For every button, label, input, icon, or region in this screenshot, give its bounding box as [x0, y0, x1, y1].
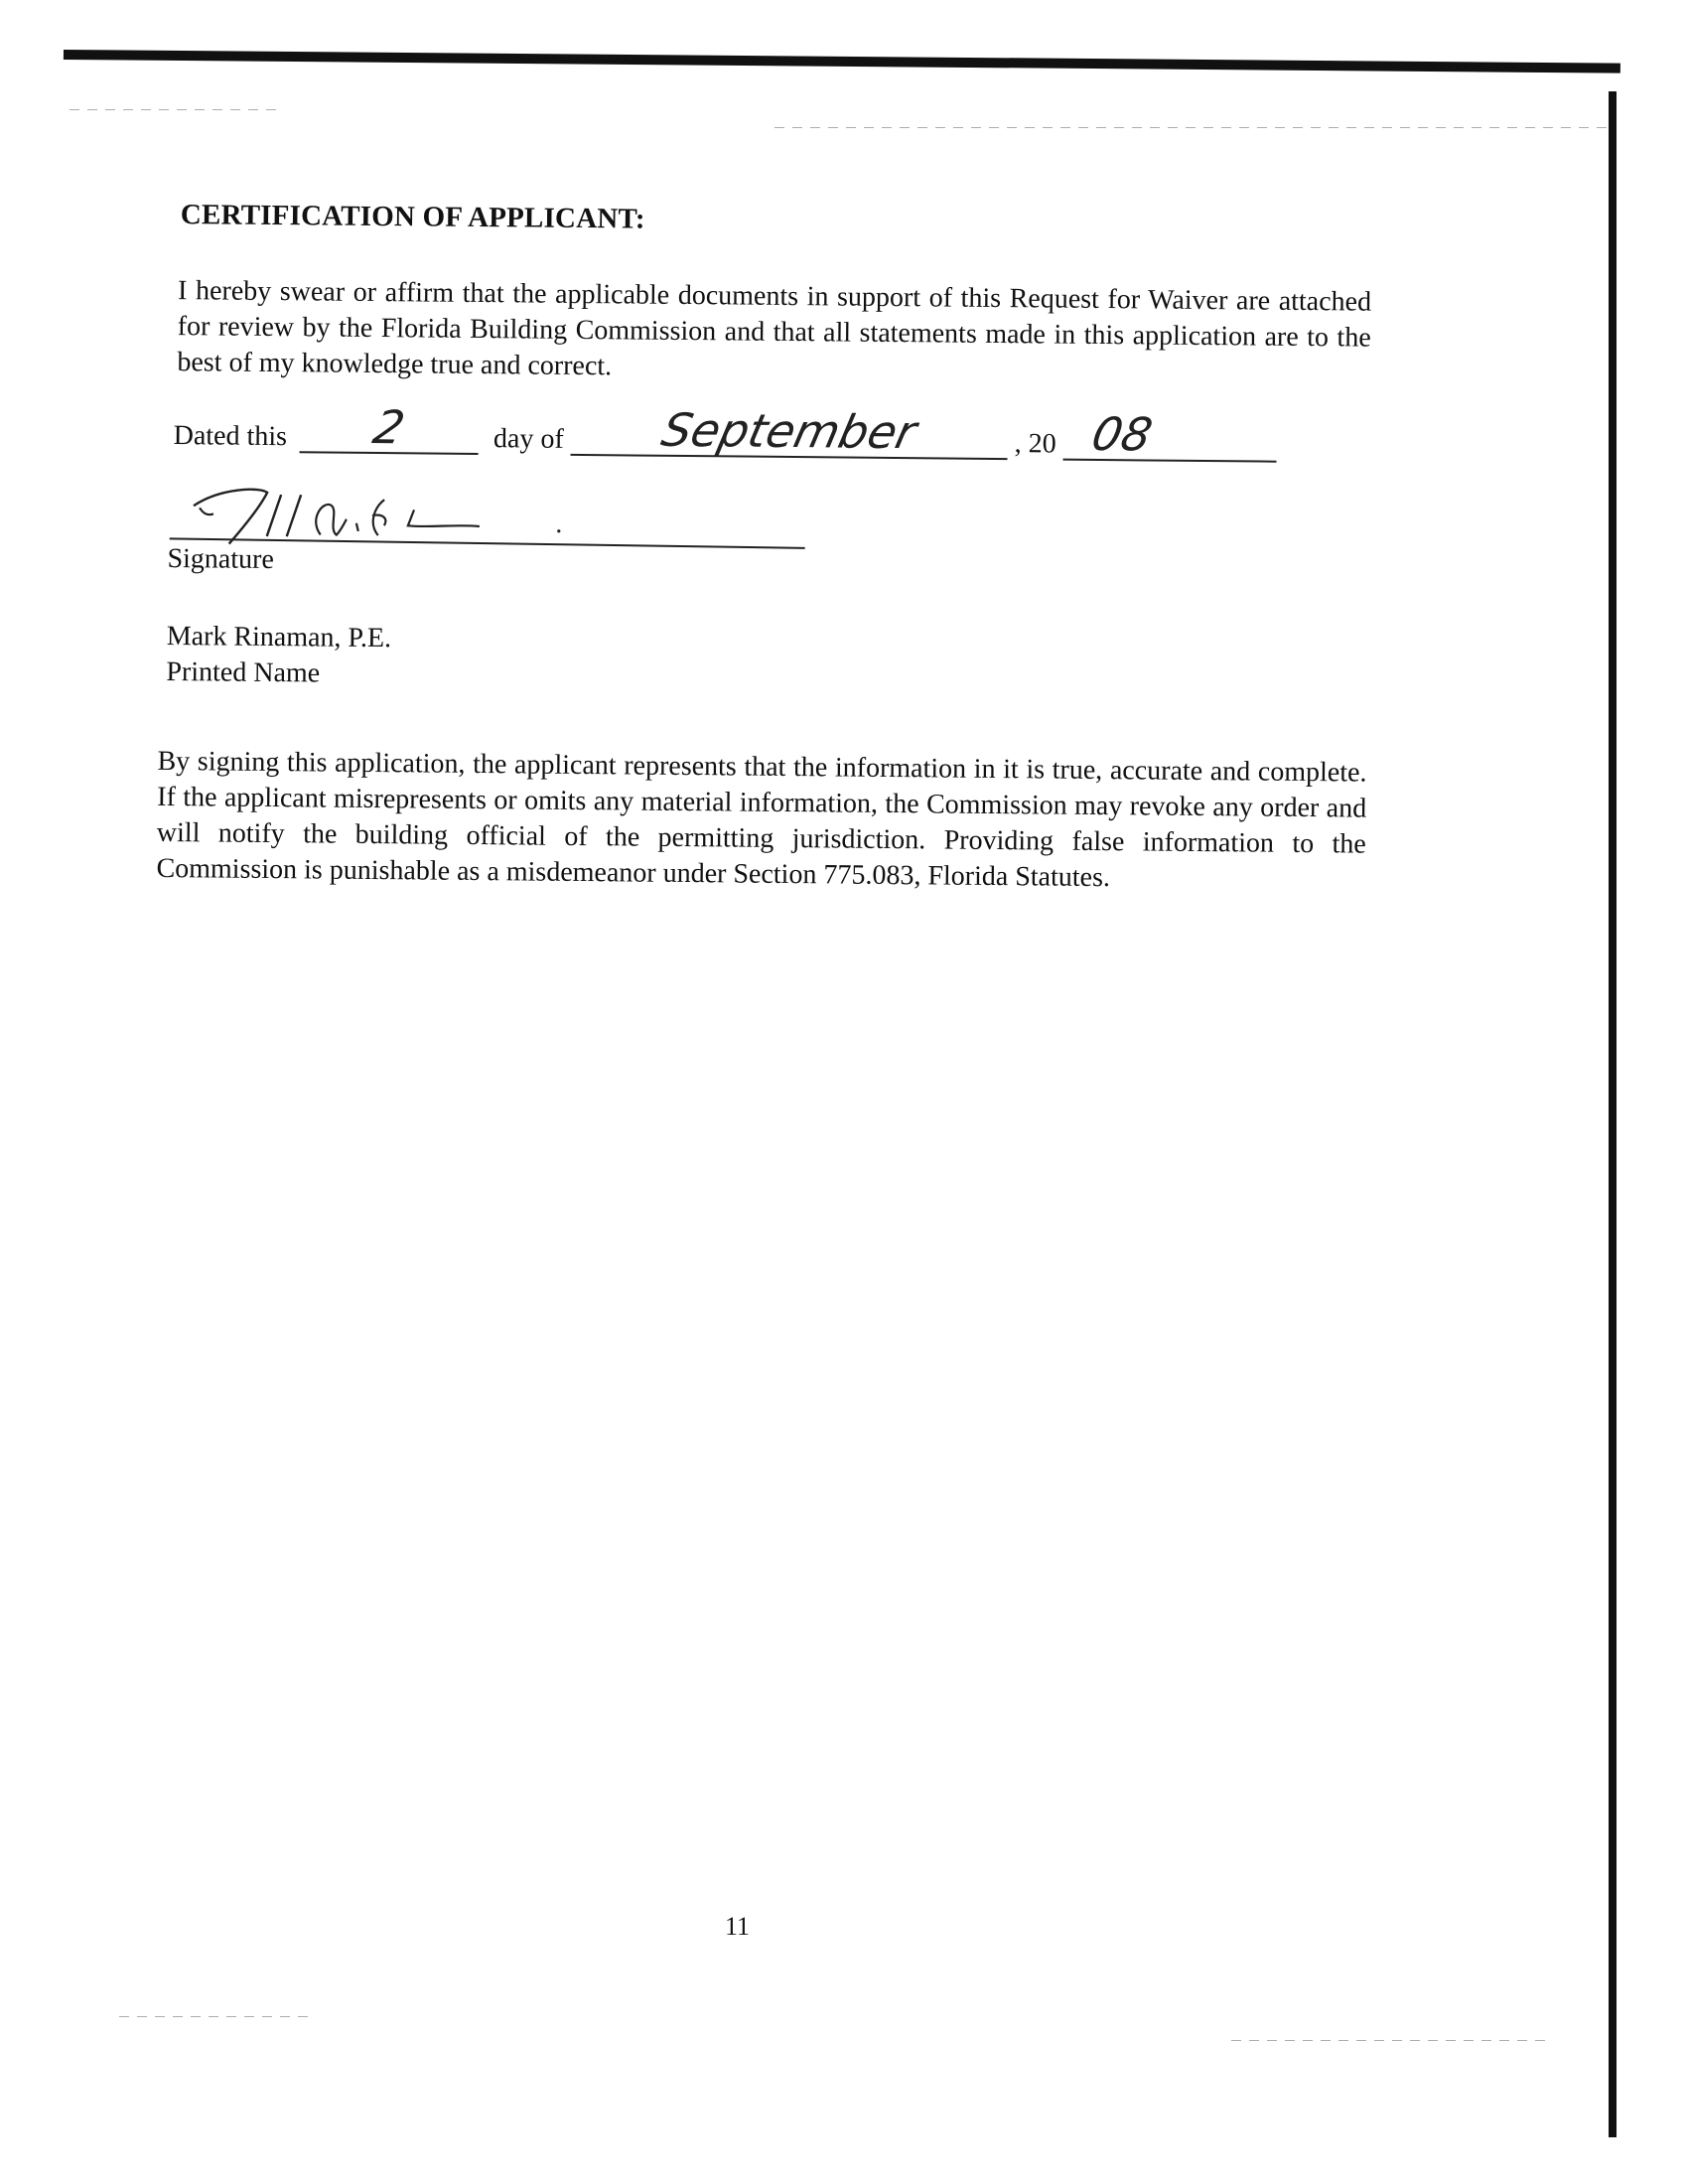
printed-name-block [166, 619, 1368, 702]
printed-name-label: Printed Name [166, 655, 321, 689]
month-field [571, 402, 1008, 460]
month-handwriting: September [656, 402, 921, 460]
certification-heading: CERTIFICATION OF APPLICANT: [180, 199, 645, 235]
printed-name-value: Mark Rinaman, P.E. [166, 620, 392, 655]
signature-label: Signature [167, 542, 274, 576]
scan-border-top [64, 50, 1620, 73]
day-handwriting: 2 [368, 400, 410, 455]
certification-section [156, 199, 1372, 899]
dated-prefix: Dated this [173, 420, 288, 453]
scan-border-right [1609, 91, 1617, 2137]
signature-block [167, 484, 1369, 591]
representation-paragraph: By signing this application, the applicant represents that the information in it is true, accurate and complete. If the applicant misrepresents or omits any material information, the Commission may revoke any order and will notify the building official of the permitting jurisdiction. Providing false information to the Commission is punishable as a misdemeanor under Section 775.083, Florida Statutes. [156, 745, 1367, 894]
certification-statement: I hereby swear or affirm that the applicable documents in support of this Request for Waiver are attached for review by the Florida Building Commission and that all statements made in this application are to the best of my knowledge true and correct. [177, 275, 1372, 382]
scan-artifact-dash [70, 109, 278, 110]
dated-line [173, 400, 1369, 478]
year-handwriting: 08 [1086, 406, 1158, 462]
scan-artifact-dash [119, 2016, 308, 2017]
scan-artifact-dash [1231, 2040, 1549, 2041]
page-number: 11 [725, 1912, 751, 1941]
year-field [1063, 406, 1277, 463]
day-of-label: day of [492, 423, 564, 455]
year-prefix: , 20 [1014, 428, 1056, 460]
day-field [300, 400, 479, 455]
scan-artifact-dash [774, 127, 1609, 128]
